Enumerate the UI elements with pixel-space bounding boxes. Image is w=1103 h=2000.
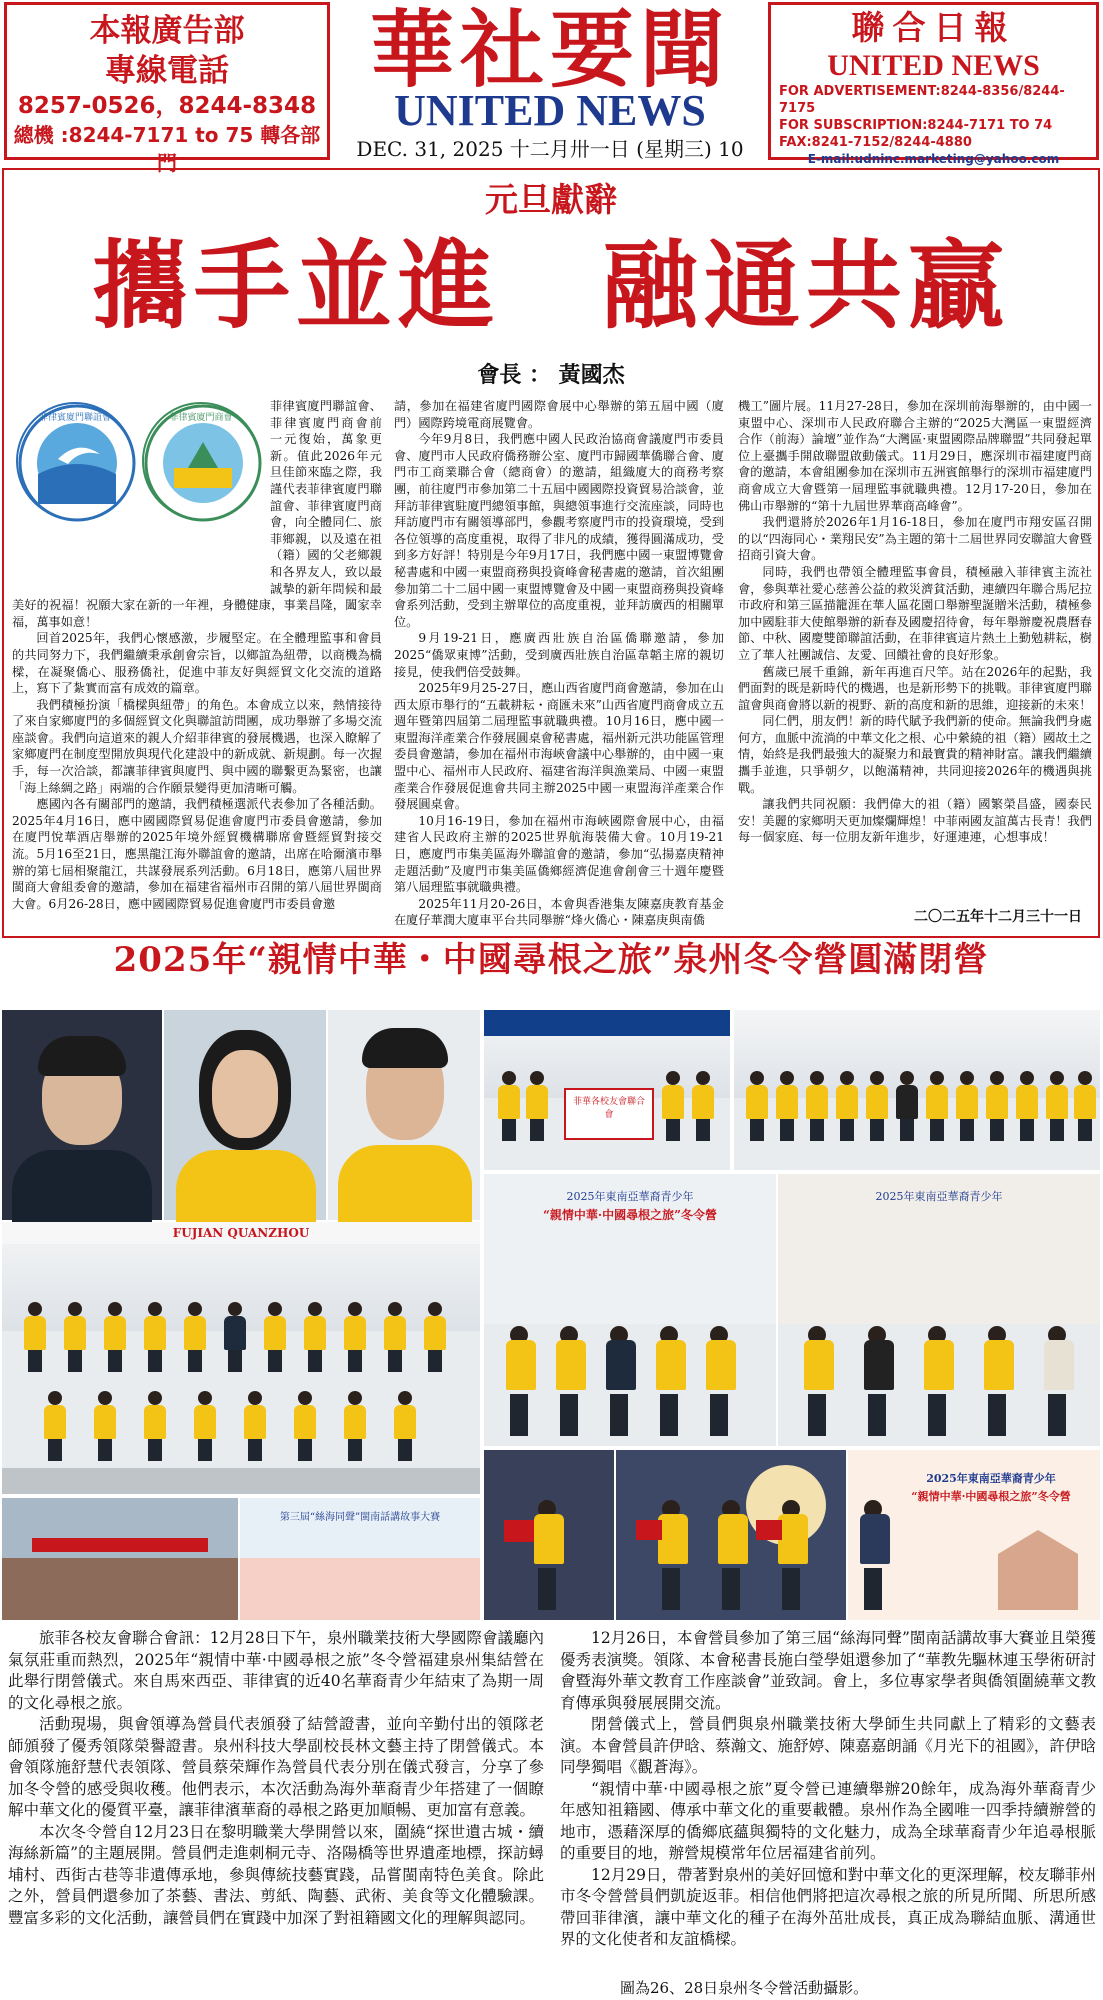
group-photo-stage [734,1010,1100,1170]
paragraph: 12月29日，帶著對泉州的美好回憶和對中華文化的更深理解，校友聯菲州市冬令營營員們凱旋返菲。相信他們將把這次尋根之旅的所見所聞、所思所感帶回菲律濱，讓中華文化的種子在海外茁壯成長，真正成為聯結血脈、溝通世界的文化使者和友誼橋樑。 [560,1865,1096,1948]
poster-text: 2025年東南亞華裔青少年 [926,1472,1056,1485]
camp-headline: 2025年“親情中華・中國尋根之旅”泉州冬令營圓滿閉營 [113,940,989,980]
performance-photo-1 [484,1450,614,1620]
paragraph: 閉營儀式上，營員們與泉州職業技術大學師生共同獻上了精彩的文藝表演。本會營員許伊晗、蔡瀚文、施舒婷、陳嘉嘉朗誦《月光下的祖國》，許伊晗同學獨唱《觀蒼海》。 [560,1715,1096,1776]
paragraph: 請，參加在福建省廈門國際會展中心舉辦的第五屆中國（廈門）國際跨境電商展覽會。 [394,399,724,430]
paragraph: 同仁們，朋友們！新的時代賦予我們新的使命。無論我們身處何方，血脈中流淌的中華文化之根、心中縈繞的祖（籍）國故土之情，始終是我們最強大的凝聚力和最寶貴的精神財富。讓我們繼續攜手並進，只爭朝夕，以飽滿精神，共同迎接2026年的機遇與挑戰。 [738,714,1092,795]
group-photo-main [2,1222,480,1494]
photo-caption: 圖為26、28日泉州冬令營活動攝影。 [620,1979,869,1997]
paragraph: 同時，我們也帶領全體理監事會員，積極融入菲律賓主流社會，參與華社愛心慈善公益的救災濟貧活動，連續四年聯合馬尼拉市政府和第三區描籠涯在華人區花園口舉辦聖誕贈米活動，積極參加中國駐菲大使館舉辦的新春及國慶招待會，每年舉辦慶祝農曆春節、中秋、國慶雙節聯誼活動，在菲律賓這片熱土上勤勉耕耘，樹立了華人社團誠信、友愛、回饋社會的良好形象。 [738,564,1092,662]
ad-box-subtitle: 專線電話 [105,53,229,89]
paper-name-en: UNITED NEWS [827,49,1040,82]
portrait-photo-2 [164,1010,326,1220]
contest-photo [240,1498,480,1620]
paragraph: 我們積極扮演「橋樑與紐帶」的角色。本會成立以來，熱情接待了來自家鄉廈門的多個經貿文化與聯誼訪問團，成功舉辦了多場交流座談會。我們向這道來的親人介紹菲律賓的發展機遇，也深入瞭解了家鄉廈門在制度型開放與現代化建設中的新成就、新規劃。每一次握手，每一次洽談，都讓菲律賓與廈門、與中國的聯繫更為緊密，也讓「海上絲綢之路」兩端的合作願景變得更加清晰可觸。 [12,697,382,795]
paragraph: 應國內各有關部門的邀請，我們積極選派代表參加了各種活動。2025年4月16日，應中國國際貿易促進會廈門市委員會邀請，參加在廈門悅華酒店舉辦的2025年境外經貿機構聯席會暨經貿對接交流。5月16至21日，應黑龍江海外聯誼會的邀請，出席在哈爾濱市舉辦的第七屆相聚龍江，共謀發展系列活動。6月18日，應第八屆世界閩商大會組委會的邀請，參加在福建省福州市召開的第八屆世界閩商大會。6月26-28日，應中國國際貿易促進會廈門市委員會邀 [12,797,382,911]
ad-box-title: 本報廣告部 [89,13,245,49]
paragraph: 菲律賓廈門聯誼會、菲律賓廈門商會前 一元復始，萬象更新。值此2026年元旦佳節來臨之際，我謹代表菲律賓廈門聯誼會、菲律賓廈門商會，向全體同仁、旅菲鄉親，以及遠在祖（籍）國的父老鄉親和各界友人，致以最誠摯的新年問候和最美好的祝福！祝願大家在新的一年裡，身體健康，事業昌隆，闔家幸福，萬事如意！ [12,399,395,629]
section-title: 華社要聞 [369,0,730,99]
contact-email: E-mail:udninc.marketing@yahoo.com [807,152,1060,166]
portrait-photo-3 [328,1010,480,1220]
ad-phone-box [4,2,330,175]
paragraph: 旅菲各校友會聯合會訊：12月28日下午，泉州職業技術大學國際會議廳內氣氛莊重而熱烈，2025年“親情中華·中國尋根之旅”冬令營福建泉州集結營在此舉行閉營儀式。來自馬來西亞、菲律賓的近40名華裔青少年結束了為期一周的文化尋根之旅。 [8,1629,544,1712]
camp-poster-photo [848,1450,1100,1620]
camp-article-left [8,1628,544,1929]
address-column-1 [12,398,395,923]
paragraph: 我們還將於2026年1月16-18日，參加在廈門市翔安區召開的以“四海同心・業翔民安”為主題的第十二屆世界同安聯誼大會暨招商引資大會。 [738,515,1092,563]
paragraph: 2025年9月25-27日，應山西省廈門商會邀請，參加在山西太原市舉行的“五載耕耘・商匯未來”山西省廈門商會成立五週年暨第四屆第二屆理監事就職典禮。10月16日，應中國一東盟海洋產業合作發展圓桌會秘書處，福州新元洪功能區管理委員會邀請，參加在福州市海峽會議中心舉辦的，由中國一東盟中心、福州市人民政府、福建省海洋與漁業局、中國一東盟產業合作發展促進會共同主辦2025中國一東盟海洋產業合作發展圓桌會。 [394,681,724,812]
logo-float [12,398,270,593]
banner-text: 菲華各校友會聯合會 [572,1097,645,1120]
contact-sub-line: FOR SUBSCRIPTION:8244-7171 TO 74 [779,118,1053,133]
contact-fax-line: FAX:8241-7152/8244-4880 [779,135,972,150]
backdrop-text: 第三屆“絲海同聲”閩南話講故事大賽 [279,1512,441,1523]
dateline: DEC. 31, 2025 十二月卅一日 (星期三) 10 [356,137,744,161]
article-kicker: 元旦獻辭 [485,180,617,219]
logo-text: 菲律賓廈門聯誼會 [38,413,111,423]
paragraph: 活動現場，與會領導為營員代表頒發了結營證書，並向辛勤付出的領隊老師頒發了優秀領隊榮譽證書。泉州科技大學副校長林文藝主持了閉營儀式。本會領隊施舒慧代表領隊、營員蔡荣輝作為營員代表分別在儀式發言，分享了參加冬令營的感受與收穫。他們表示，本次活動為海外華裔青少年搭建了一個瞭解中華文化的優質平臺，讓菲律濱華裔的尋根之路更加順暢、更加富有意義。 [8,1715,544,1819]
sign-date: 二〇二五年十二月三十一日 [914,909,1082,925]
group-photo-banner [484,1010,730,1170]
section-title-en: UNITED NEWS [394,86,706,135]
paragraph: 回首2025年，我們心懷感激，步履堅定。在全體理監事和會員的共同努力下，我們繼續秉承創會宗旨，以鄉誼為紐帶，以商機為橋樑，在凝聚僑心、服務僑社，促進中菲友好與經貿文化交流的道路上，寫下了紮實而富有成效的篇章。 [12,631,382,696]
paragraph: “親情中華·中國尋根之旅”夏令營已連續舉辦20餘年，成為海外華裔青少年感知祖籍國、傳承中華文化的重要載體。泉州作為全國唯一四季持續辦營的地市，憑藉深厚的僑鄉底蘊與獨特的文化魅力，成為全球華裔青少年追尋根脈的重要目的地，辦營規模常年位居福建省前列。 [560,1779,1096,1862]
paragraph: 12月26日，本會營員參加了第三屆“絲海同聲”閩南話講故事大賽並且榮獲優秀表演獎。領隊、本會秘書長施白瑩學姐還參加了“華教先驅林連玉學術研討會暨海外華文教育工作座談會”並致詞。會上，多位專家學者與僑領圍繞華文教育傳承與發展展開交流。 [560,1629,1096,1712]
backdrop-text: FUJIAN QUANZHOU [2,1222,480,1244]
paragraph: 2025年11月20-26日，本會與香港集友陳嘉庚教育基金在廈仔華潤大廈車平台共同舉辦“烽火僑心・陳嘉庚與南僑 [394,896,724,928]
paragraph: 本次冬令營自12月23日在黎明職業大學開營以來，圍繞“探世遺古城・續海絲新篇”的主題展開。營員們走進刺桐元寺、洛陽橋等世界遺產地標，探訪蟳埔村、西街古巷等非遺傳承地，參與傳統技藝實踐，品嘗閩南特色美食。除此之外，營員們還參加了茶藝、書法、剪紙、陶藝、武術、美食等文化體驗課。豐富多彩的文化活動，讓營員們在實踐中加深了對祖籍國文化的理解與認同。 [8,1822,544,1927]
paragraph: 今年9月8日，我們應中國人民政治協商會議廈門市委員會、廈門市人民政府僑務辦公室、廈門市歸國華僑聯合會、廈門市工商業聯合會（總商會）的邀請，組織廈大的商務考察團，前往廈門市參加第二十五屆中國國際投資貿易洽談會，並拜訪菲律賓駐廈門總領事館，與總領事進行交流座談，同時也拜訪廈門市有關領導部門，參觀考察廈門市的投資環境，受到各位領導的高度重視，取得了非凡的成績，獲得圓滿成功，受到多方好評！特別是今年9月17日，我們應中國一東盟博覽會秘書處和中國一東盟商務與投資峰會秘書處的邀請，首次組團參加第二十二屆中國一東盟博覽會及中國一東盟商務與投資峰會系列活動，受到主辦單位的高度重視，並拜訪廣西的相關單位。 [394,432,724,629]
portrait-photo-1 [2,1010,162,1220]
article-headline: 攜手並進 融通共贏 [92,229,1010,342]
camp-article-right [560,1628,1096,1951]
group-photo-outdoor [2,1498,238,1620]
article-byline: 會長 ： 黃國杰 [477,362,625,388]
contact-ad-line: FOR ADVERTISEMENT:8244-8356/8244-7175 [779,84,1065,116]
paper-name-cn: 聯合日報 [851,8,1016,47]
address-column-3 [738,398,1092,898]
paragraph: 10月16-19日，參加在福州市海峽國際會展中心，由福建省人民政府主辦的2025世界航海裝備大會。10月19-21日，應廈門市集美區海外聯誼會的邀請，參加“弘揚嘉庚精神走題活動”及廈門市集美區僑鄉經濟促進會創會三十週年慶暨第八屆理監事就職典禮。 [394,813,724,895]
ad-box-phones: 8257-0526，8244-8348 [17,93,317,119]
performance-photo-2 [616,1450,846,1620]
contact-box [768,2,1099,166]
paragraph: 機工”圖片展。11月27-28日，參加在深圳前海舉辦的，由中國一東盟中心、深圳市人民政府聯合主辦的“2025大灣區一東盟經濟合作（前海）論壇”並作為“大灣區·東盟國際品牌聯盟”共同發起單位上臺攜手開啟聯盟啟動儀式。11月29日，應深圳市福建廈門商會的邀請，本會組團參加在深圳市五洲賓館舉行的深圳市福建廈門商會成立大會暨第一屆理監事就職典禮。12月17-20日，參加在佛山市舉辦的“第十九屆世界華商高峰會”。 [738,399,1092,513]
backdrop-text: “親情中華·中國尋根之旅”冬令營 [543,1208,717,1222]
stage-photo-awards [778,1174,1100,1446]
paragraph: 讓我們共同祝願：我們偉大的祖（籍）國繁榮昌盛，國泰民安！美麗的家鄉明天更加燦爛輝煌！中菲兩國友誼萬古長青！我們每一個家庭、每一位朋友新年進步，好運連連，心想事成！ [738,797,1092,845]
paragraph: 9月19-21日，應廣西壯族自治區僑聯邀請，參加2025“僑眾東博”活動，受到廣西壯族自治區韋韜主席的親切接見，使我們倍受鼓舞。 [394,631,724,679]
logo-text: 菲律賓廈門商會 [169,413,233,423]
backdrop-text: 2025年東南亞華裔青少年 [566,1190,694,1203]
poster-text: “親情中華·中國尋根之旅”冬令營 [911,1490,1071,1503]
address-column-2 [394,398,724,928]
paragraph: 舊歲已展千重錦，新年再進百尺竿。站在2026年的起點，我們面對的既是新時代的機遇，也是新形勢下的挑戰。菲律賓廈門聯誼會與商會將以新的視野、新的高度和新的思維，迎接新的未來！ [738,664,1092,712]
new-year-address [2,168,1100,938]
stage-photo-certificates [484,1174,776,1446]
backdrop-text: 2025年東南亞華裔青少年 [875,1190,1003,1203]
ad-box-extension: 總機 :8244-7171 to 75 轉各部門 [13,123,321,175]
